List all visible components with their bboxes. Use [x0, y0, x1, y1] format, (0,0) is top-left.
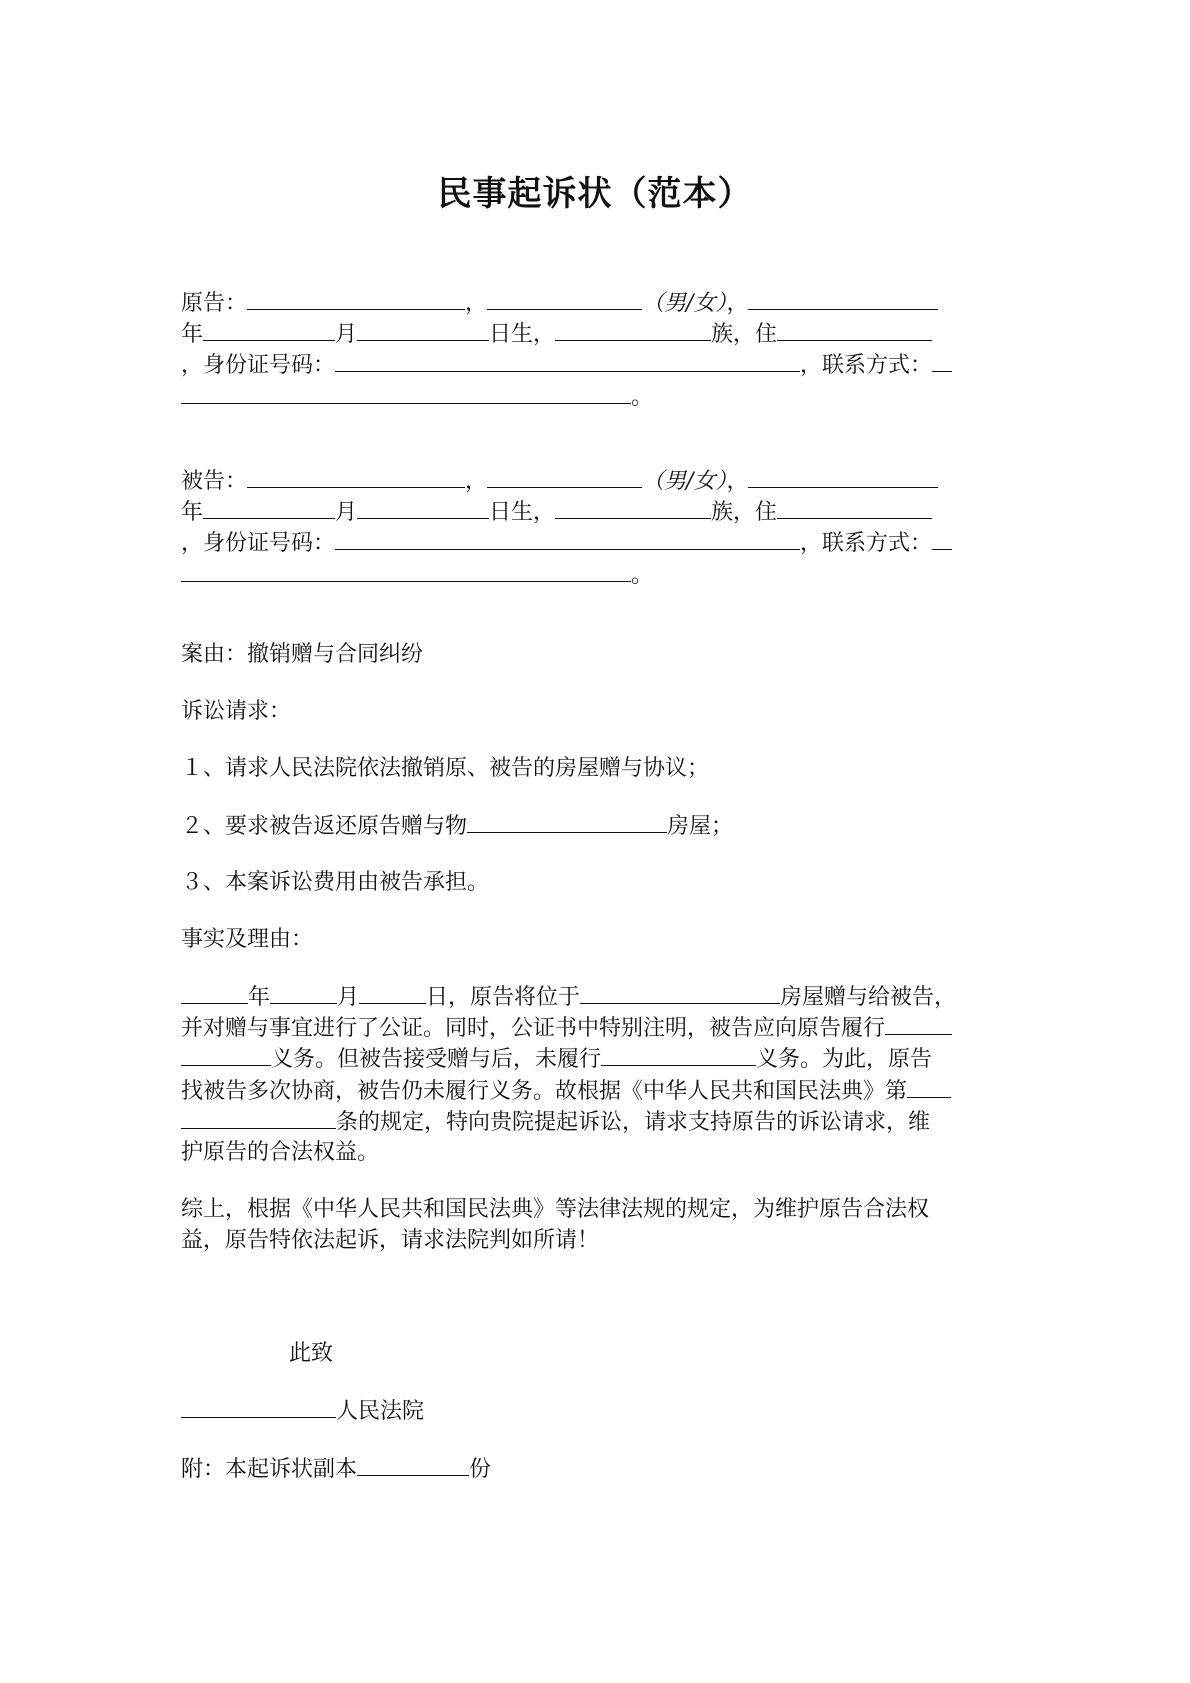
plaintiff-contact-blank[interactable] [932, 351, 952, 372]
plaintiff-name-blank[interactable] [247, 289, 465, 310]
facts-line-3: 义务。但被告接受赠与后，未履行 义务。为此，原告 [181, 1045, 932, 1074]
gift-property-blank[interactable] [467, 812, 667, 833]
salutation: 此致 [289, 1341, 334, 1366]
conclusion-line-1: 综上，根据《中华人民共和国民法典》等法律法规的规定，为维护原告合法权 [181, 1197, 930, 1222]
claims-heading: 诉讼请求： [181, 699, 292, 724]
plaintiff-address-blank[interactable] [777, 320, 932, 341]
defendant-name-blank[interactable] [247, 467, 465, 488]
defendant-address-blank[interactable] [777, 498, 932, 519]
facts-line-2: 并对赠与事宜进行了公证。同时，公证书中特别注明，被告应向原告履行 [181, 1014, 952, 1043]
defendant-id-blank[interactable] [335, 529, 800, 550]
facts-line-4: 找被告多次协商，被告仍未履行义务。故根据《中华人民共和国民法典》第 [181, 1077, 951, 1106]
claim-item-2: ２、要求被告返还原告赠与物 房屋； [181, 814, 734, 839]
conclusion-line-2: 益，原告特依法起诉，请求法院判如所请！ [181, 1228, 600, 1253]
obligation-blank[interactable] [885, 1014, 952, 1035]
document-title: 民事起诉状（范本） [437, 174, 753, 214]
gift-year-blank[interactable] [181, 983, 248, 1004]
defendant-line-1: 被告： ， （男/女）， [181, 467, 938, 496]
facts-line-6: 护原告的合法权益。 [181, 1140, 380, 1165]
defendant-contact-blank[interactable] [932, 529, 952, 550]
defendant-line-4: 。 [181, 561, 653, 590]
article-number-blank[interactable] [181, 1108, 336, 1129]
plaintiff-line-2: 年 月 日生， 族，住 [181, 320, 932, 349]
article-number-blank[interactable] [907, 1077, 951, 1098]
defendant-line-2: 年 月 日生， 族，住 [181, 498, 932, 527]
plaintiff-contact-blank[interactable] [181, 383, 631, 404]
attachment-line: 附：本起诉状副本 份 [181, 1457, 492, 1482]
case-cause: 案由：撤销赠与合同纠纷 [181, 642, 424, 667]
defendant-blank[interactable] [487, 467, 642, 488]
facts-heading: 事实及理由： [181, 927, 314, 952]
defendant-contact-blank[interactable] [181, 561, 631, 582]
plaintiff-id-blank[interactable] [335, 351, 800, 372]
court-name-blank[interactable] [181, 1397, 336, 1418]
plaintiff-blank[interactable] [748, 289, 938, 310]
facts-line-5: 条的规定，特向贵院提起诉讼，请求支持原告的诉讼请求，维 [181, 1108, 930, 1137]
plaintiff-ethnic-blank[interactable] [555, 320, 711, 341]
defendant-month-blank[interactable] [357, 498, 489, 519]
plaintiff-line-3: ，身份证号码： ，联系方式： [181, 351, 952, 380]
defendant-ethnic-blank[interactable] [555, 498, 711, 519]
unfulfilled-obligation-blank[interactable] [601, 1045, 756, 1066]
defendant-year-blank[interactable] [203, 498, 335, 519]
plaintiff-line-1: 原告： ， （男/女）， [181, 289, 938, 318]
gift-month-blank[interactable] [270, 983, 337, 1004]
facts-line-1: 年 月 日，原告将位于 房屋赠与给被告， [181, 983, 956, 1012]
gift-day-blank[interactable] [359, 983, 426, 1004]
claim-item-1: １、请求人民法院依法撤销原、被告的房屋赠与协议； [181, 756, 710, 781]
property-location-blank[interactable] [580, 983, 780, 1004]
defendant-line-3: ，身份证号码： ，联系方式： [181, 529, 952, 558]
plaintiff-line-4: 。 [181, 383, 653, 412]
court-line: 人民法院 [181, 1397, 424, 1426]
plaintiff-year-blank[interactable] [203, 320, 335, 341]
defendant-blank[interactable] [748, 467, 938, 488]
copies-count-blank[interactable] [357, 1455, 469, 1476]
obligation-blank[interactable] [181, 1045, 271, 1066]
plaintiff-blank[interactable] [487, 289, 642, 310]
plaintiff-month-blank[interactable] [357, 320, 489, 341]
claim-item-3: ３、本案诉讼费用由被告承担。 [181, 870, 490, 895]
